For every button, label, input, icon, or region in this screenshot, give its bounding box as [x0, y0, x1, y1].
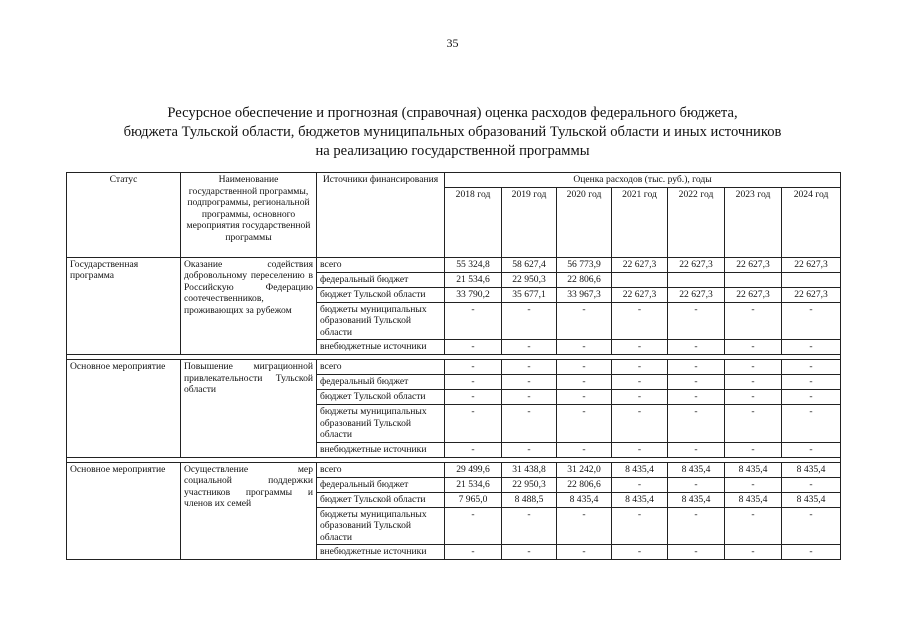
amount-cell: 8 435,4: [782, 462, 841, 477]
amount-cell: 22 950,3: [502, 272, 557, 287]
amount-cell: -: [445, 545, 502, 560]
amount-cell: 55 324,8: [445, 257, 502, 272]
funding-source-cell: внебюджетные источники: [317, 442, 445, 457]
funding-source-cell: бюджеты муниципальных образований Тульской области: [317, 302, 445, 340]
amount-cell: -: [557, 302, 612, 340]
amount-cell: [612, 272, 668, 287]
amount-cell: 33 967,3: [557, 287, 612, 302]
amount-cell: 58 627,4: [502, 257, 557, 272]
table-row: [67, 257, 841, 272]
amount-cell: -: [725, 545, 782, 560]
funding-source-cell: бюджет Тульской области: [317, 287, 445, 302]
amount-cell: -: [782, 360, 841, 375]
program-name-cell: Оказание содействия добровольному переселению в Российскую Федерацию соотечественников, проживающих за рубежом: [181, 257, 317, 355]
funding-source-cell: бюджеты муниципальных образований Тульской области: [317, 507, 445, 545]
amount-cell: -: [502, 405, 557, 443]
budget-table: [66, 172, 841, 560]
amount-cell: -: [668, 477, 725, 492]
amount-cell: 8 488,5: [502, 492, 557, 507]
amount-cell: 22 950,3: [502, 477, 557, 492]
amount-cell: -: [612, 442, 668, 457]
amount-cell: -: [502, 340, 557, 355]
amount-cell: -: [782, 340, 841, 355]
amount-cell: -: [668, 302, 725, 340]
amount-cell: -: [725, 375, 782, 390]
amount-cell: 31 438,8: [502, 462, 557, 477]
table-body: [67, 257, 841, 560]
header-year: 2019 год: [502, 187, 557, 257]
amount-cell: -: [782, 390, 841, 405]
funding-source-cell: бюджет Тульской области: [317, 390, 445, 405]
amount-cell: -: [725, 390, 782, 405]
amount-cell: 8 435,4: [782, 492, 841, 507]
header-estimate: Оценка расходов (тыс. руб.), годы: [445, 173, 841, 188]
funding-source-cell: бюджет Тульской области: [317, 492, 445, 507]
amount-cell: 7 965,0: [445, 492, 502, 507]
amount-cell: -: [725, 302, 782, 340]
header-source: Источники финансирования: [317, 173, 445, 258]
amount-cell: -: [668, 360, 725, 375]
amount-cell: 8 435,4: [668, 492, 725, 507]
amount-cell: -: [612, 405, 668, 443]
amount-cell: -: [612, 507, 668, 545]
amount-cell: -: [782, 477, 841, 492]
amount-cell: 22 627,3: [782, 287, 841, 302]
amount-cell: 8 435,4: [612, 462, 668, 477]
amount-cell: -: [445, 390, 502, 405]
amount-cell: -: [668, 545, 725, 560]
amount-cell: -: [557, 340, 612, 355]
amount-cell: 31 242,0: [557, 462, 612, 477]
table-row: [67, 360, 841, 375]
header-year: 2023 год: [725, 187, 782, 257]
status-cell: Государственная программа: [67, 257, 181, 355]
amount-cell: -: [668, 375, 725, 390]
amount-cell: -: [502, 507, 557, 545]
amount-cell: -: [612, 302, 668, 340]
amount-cell: -: [668, 507, 725, 545]
amount-cell: 35 677,1: [502, 287, 557, 302]
amount-cell: 22 806,6: [557, 477, 612, 492]
header-status: Статус: [67, 173, 181, 258]
amount-cell: -: [557, 390, 612, 405]
amount-cell: -: [557, 360, 612, 375]
amount-cell: -: [557, 405, 612, 443]
amount-cell: -: [782, 405, 841, 443]
amount-cell: 22 627,3: [668, 257, 725, 272]
amount-cell: 8 435,4: [725, 462, 782, 477]
funding-source-cell: всего: [317, 360, 445, 375]
amount-cell: 21 534,6: [445, 272, 502, 287]
amount-cell: -: [557, 442, 612, 457]
amount-cell: 8 435,4: [668, 462, 725, 477]
header-year: 2018 год: [445, 187, 502, 257]
amount-cell: 56 773,9: [557, 257, 612, 272]
amount-cell: -: [668, 405, 725, 443]
amount-cell: 21 534,6: [445, 477, 502, 492]
amount-cell: -: [782, 302, 841, 340]
amount-cell: -: [725, 360, 782, 375]
amount-cell: -: [782, 545, 841, 560]
funding-source-cell: федеральный бюджет: [317, 272, 445, 287]
table-row: [67, 462, 841, 477]
amount-cell: -: [445, 507, 502, 545]
header-year: 2021 год: [612, 187, 668, 257]
amount-cell: 33 790,2: [445, 287, 502, 302]
amount-cell: 22 627,3: [725, 287, 782, 302]
amount-cell: 22 627,3: [782, 257, 841, 272]
amount-cell: 22 806,6: [557, 272, 612, 287]
program-name-cell: Осуществление мер социальной поддержки участников программы и членов их семей: [181, 462, 317, 560]
funding-source-cell: федеральный бюджет: [317, 375, 445, 390]
amount-cell: -: [502, 442, 557, 457]
title-line-3: на реализацию государственной программы: [315, 143, 590, 159]
amount-cell: 8 435,4: [612, 492, 668, 507]
funding-source-cell: федеральный бюджет: [317, 477, 445, 492]
amount-cell: -: [612, 360, 668, 375]
header-year: 2020 год: [557, 187, 612, 257]
funding-source-cell: внебюджетные источники: [317, 545, 445, 560]
amount-cell: [668, 272, 725, 287]
amount-cell: -: [445, 360, 502, 375]
funding-source-cell: всего: [317, 257, 445, 272]
header-name: Наименование государственной программы, подпрограммы, региональной программы, основного мероприятия государственной программы: [181, 173, 317, 258]
funding-source-cell: всего: [317, 462, 445, 477]
amount-cell: -: [612, 545, 668, 560]
amount-cell: -: [445, 302, 502, 340]
amount-cell: -: [782, 375, 841, 390]
amount-cell: -: [612, 477, 668, 492]
amount-cell: -: [725, 442, 782, 457]
amount-cell: -: [612, 340, 668, 355]
amount-cell: -: [502, 302, 557, 340]
amount-cell: -: [502, 545, 557, 560]
amount-cell: -: [725, 477, 782, 492]
funding-source-cell: бюджеты муниципальных образований Тульской области: [317, 405, 445, 443]
amount-cell: -: [725, 507, 782, 545]
amount-cell: 8 435,4: [725, 492, 782, 507]
amount-cell: [782, 272, 841, 287]
amount-cell: -: [612, 375, 668, 390]
amount-cell: -: [668, 442, 725, 457]
amount-cell: -: [502, 390, 557, 405]
amount-cell: -: [445, 340, 502, 355]
amount-cell: 22 627,3: [612, 287, 668, 302]
amount-cell: -: [557, 375, 612, 390]
page-number: 35: [446, 36, 459, 50]
title-line-2: бюджета Тульской области, бюджетов муниципальных образований Тульской области и иных источников: [123, 124, 782, 140]
amount-cell: 22 627,3: [725, 257, 782, 272]
amount-cell: 29 499,6: [445, 462, 502, 477]
program-name-cell: Повышение миграционной привлекательности Тульской области: [181, 360, 317, 458]
amount-cell: 22 627,3: [612, 257, 668, 272]
status-cell: Основное мероприятие: [67, 360, 181, 458]
amount-cell: -: [502, 360, 557, 375]
amount-cell: -: [557, 507, 612, 545]
amount-cell: -: [782, 507, 841, 545]
amount-cell: -: [668, 340, 725, 355]
funding-source-cell: внебюджетные источники: [317, 340, 445, 355]
amount-cell: -: [445, 442, 502, 457]
document-title: [60, 104, 845, 161]
amount-cell: -: [782, 442, 841, 457]
amount-cell: [725, 272, 782, 287]
title-line-1: Ресурсное обеспечение и прогнозная (справочная) оценка расходов федерального бюджета,: [167, 105, 738, 121]
amount-cell: -: [557, 545, 612, 560]
status-cell: Основное мероприятие: [67, 462, 181, 560]
amount-cell: 22 627,3: [668, 287, 725, 302]
amount-cell: -: [725, 405, 782, 443]
amount-cell: -: [502, 375, 557, 390]
amount-cell: -: [668, 390, 725, 405]
amount-cell: -: [612, 390, 668, 405]
amount-cell: -: [445, 375, 502, 390]
amount-cell: 8 435,4: [557, 492, 612, 507]
amount-cell: -: [445, 405, 502, 443]
header-year: 2024 год: [782, 187, 841, 257]
table-header: [67, 173, 841, 258]
amount-cell: -: [725, 340, 782, 355]
header-year: 2022 год: [668, 187, 725, 257]
